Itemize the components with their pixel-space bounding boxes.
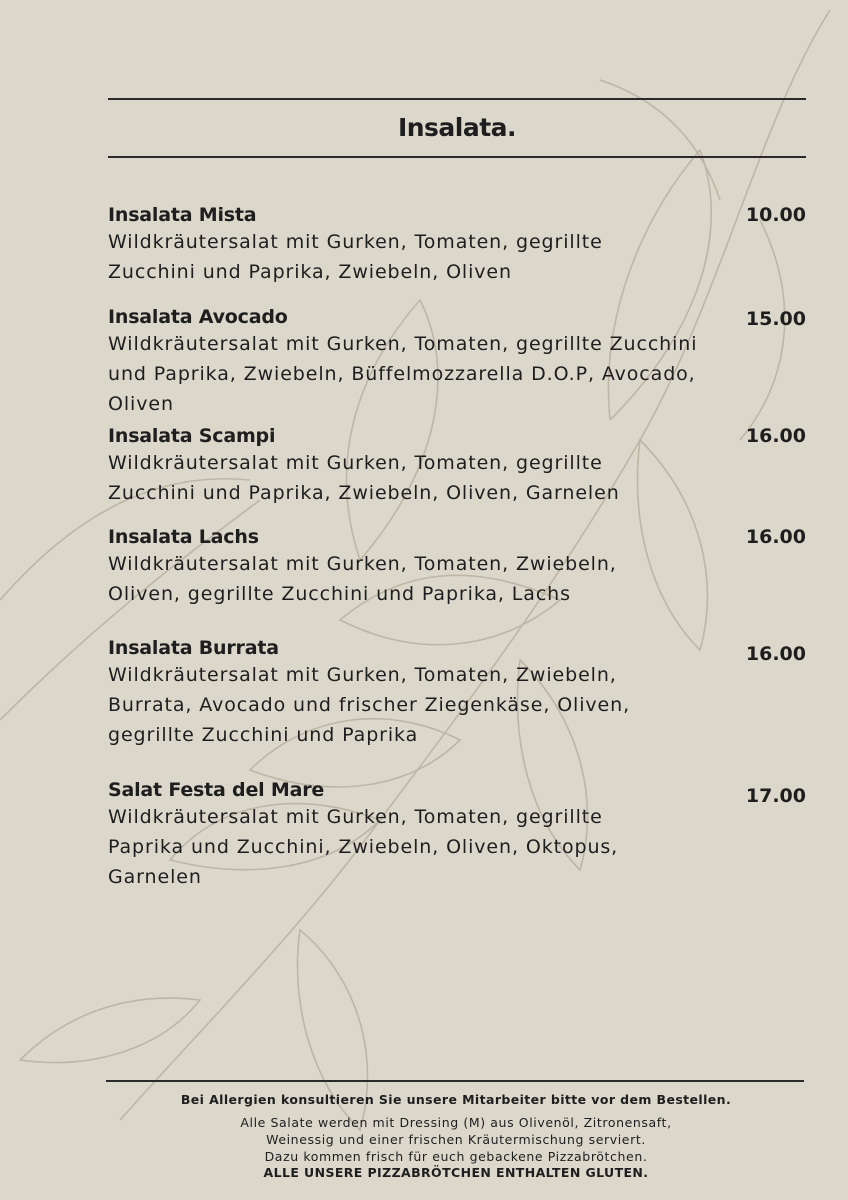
menu-item: [108, 525, 806, 609]
item-price: 16.00: [745, 526, 806, 548]
allergy-notice: Bei Allergien konsultieren Sie unsere Mitarbeiter bitte vor dem Bestellen.: [180, 1092, 732, 1107]
section-title: Insalata.: [397, 113, 517, 142]
footer-note-line: Weinessig und einer frischen Kräutermischung serviert.: [266, 1132, 646, 1147]
item-description: Wildkräutersalat mit Gurken, Tomaten, Zwiebeln, Burrata, Avocado und frischer Ziegenkäse, Oliven, gegrillte Zucchini und Paprika: [108, 664, 631, 746]
title-underline: [108, 156, 806, 158]
item-price: 10.00: [745, 204, 806, 226]
item-price: 15.00: [745, 308, 806, 330]
menu-item: [108, 636, 806, 750]
footer-note-line: Dazu kommen frisch für euch gebackene Pizzabrötchen.: [264, 1149, 648, 1164]
item-description: Wildkräutersalat mit Gurken, Tomaten, gegrillte Zucchini und Paprika, Zwiebeln, Büffelmozzarella D.O.P, Avocado, Oliven: [108, 333, 698, 415]
footer-note-line: Alle Salate werden mit Dressing (M) aus Olivenöl, Zitronensaft,: [240, 1115, 672, 1130]
item-price: 16.00: [745, 643, 806, 665]
menu-item: [108, 305, 806, 419]
item-price: 17.00: [745, 785, 806, 807]
item-name: Insalata Avocado: [108, 306, 288, 328]
item-name: Salat Festa del Mare: [108, 779, 325, 801]
item-description: Wildkräutersalat mit Gurken, Tomaten, gegrillte Zucchini und Paprika, Zwiebeln, Oliven: [108, 231, 603, 283]
item-description: Wildkräutersalat mit Gurken, Tomaten, gegrillte Paprika und Zucchini, Zwiebeln, Oliven, Oktopus, Garnelen: [108, 806, 619, 888]
menu-item: [108, 778, 806, 892]
top-rule: [108, 98, 806, 100]
item-name: Insalata Mista: [108, 204, 257, 226]
item-name: Insalata Burrata: [108, 637, 279, 659]
gluten-notice: ALLE UNSERE PIZZABRÖTCHEN ENTHALTEN GLUTEN.: [263, 1165, 649, 1180]
menu-item: [108, 203, 806, 287]
item-name: Insalata Scampi: [108, 425, 276, 447]
item-description: Wildkräutersalat mit Gurken, Tomaten, Zwiebeln, Oliven, gegrillte Zucchini und Paprika, Lachs: [108, 553, 617, 605]
menu-item: [108, 424, 806, 508]
item-price: 16.00: [745, 425, 806, 447]
footer-rule: [106, 1080, 804, 1082]
item-description: Wildkräutersalat mit Gurken, Tomaten, gegrillte Zucchini und Paprika, Zwiebeln, Oliven, Garnelen: [108, 452, 620, 504]
footer-notes: [108, 1092, 804, 1181]
item-name: Insalata Lachs: [108, 526, 259, 548]
